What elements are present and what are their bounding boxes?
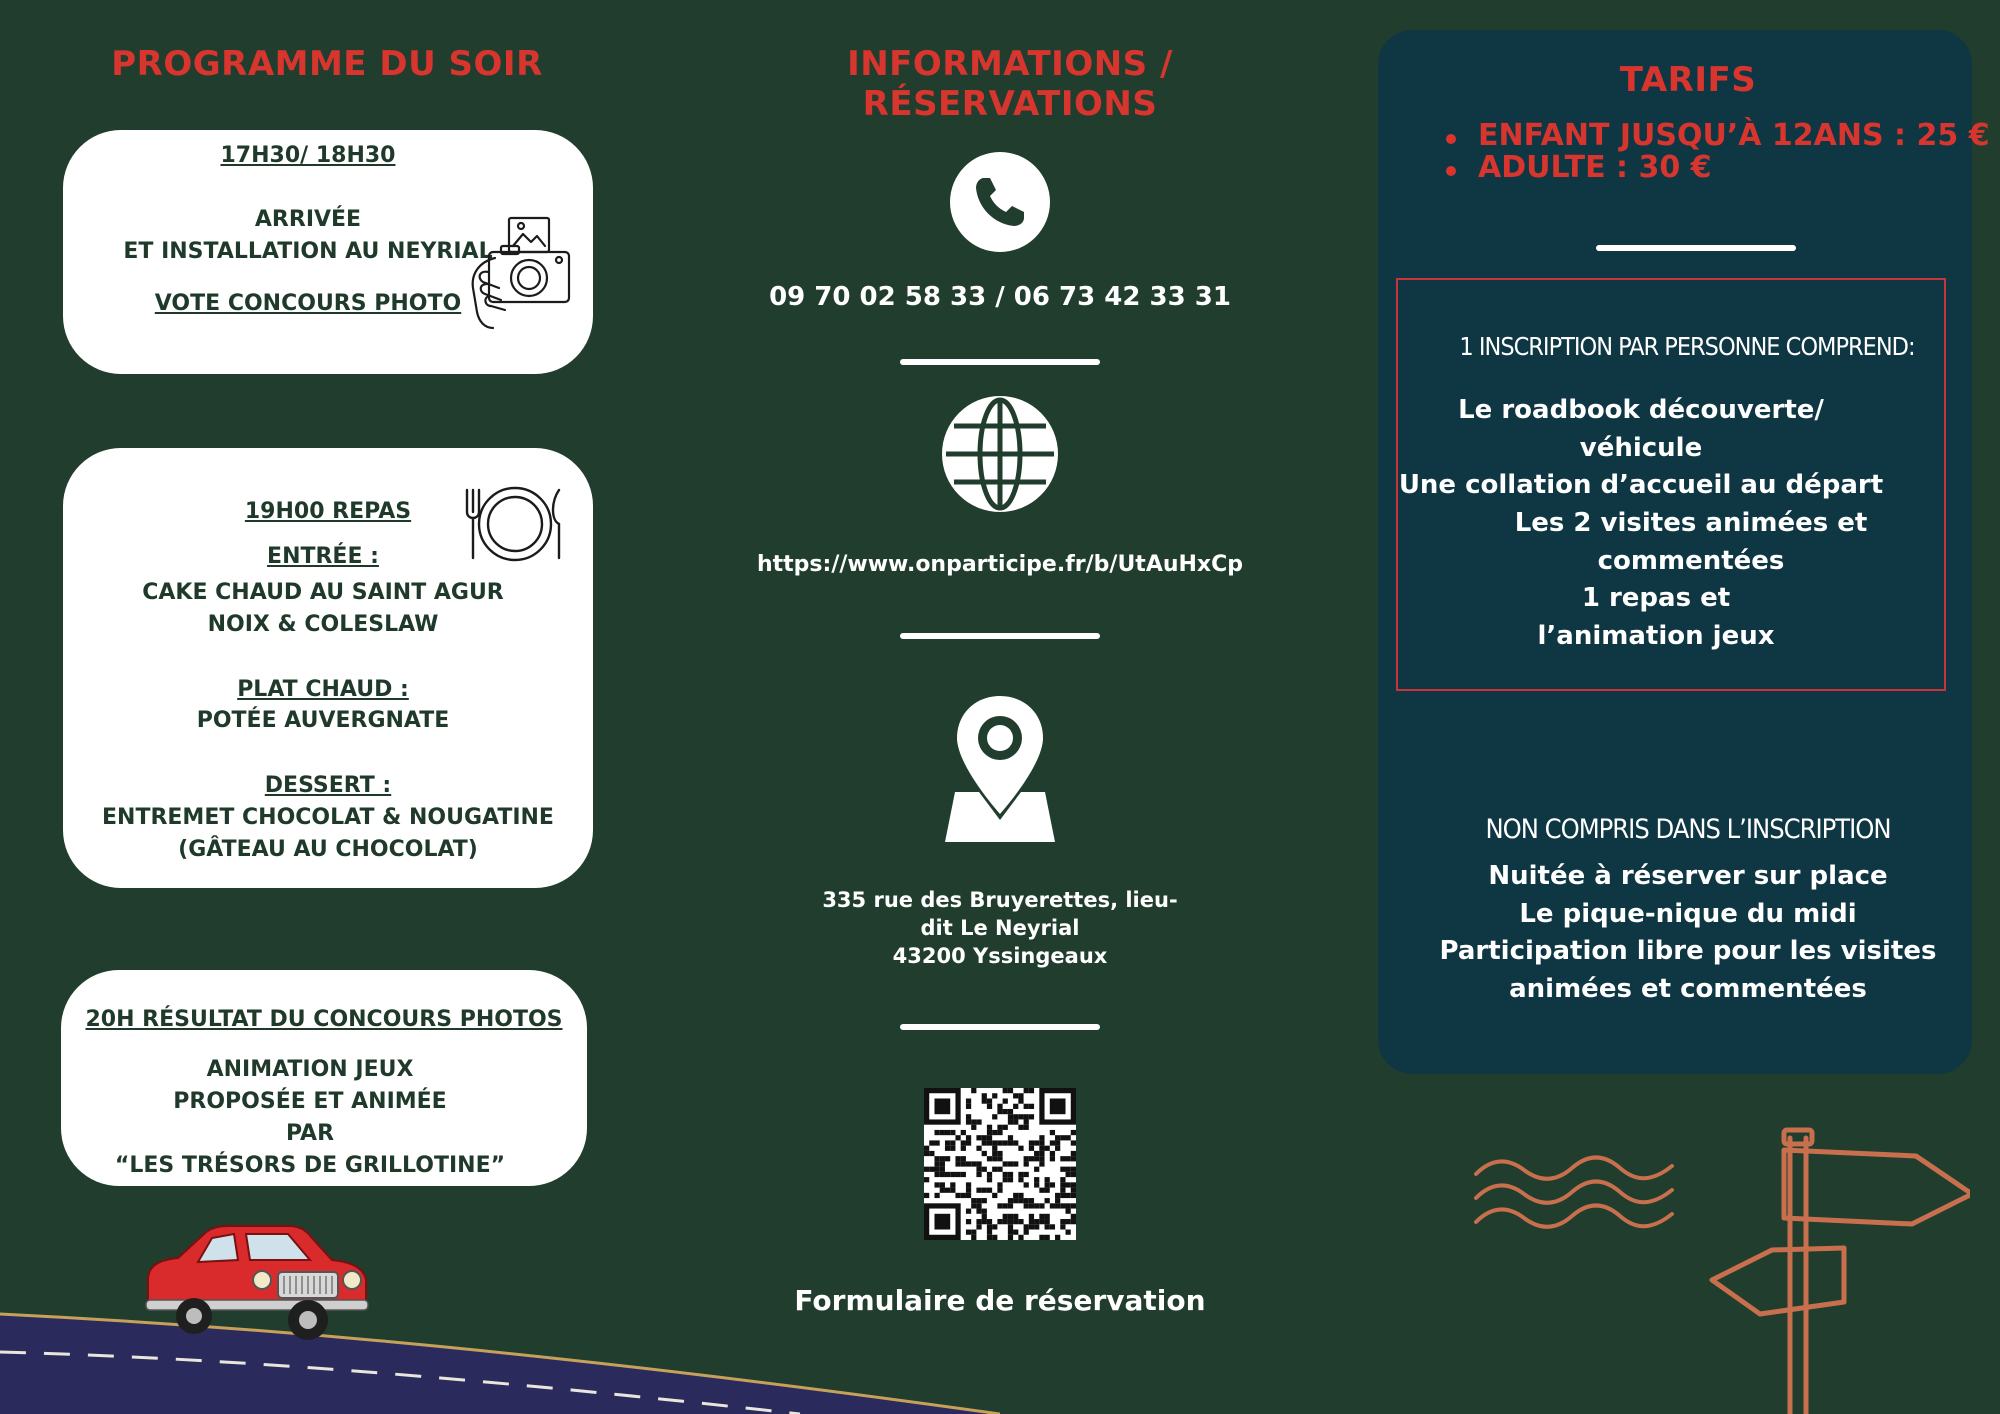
tarifs-title: TARIFS (1619, 60, 1757, 100)
qr-code[interactable] (924, 1088, 1076, 1240)
signpost-icon (1680, 1124, 1970, 1414)
address-line-2: dit Le Neyrial (920, 916, 1080, 940)
excluded-item: Nuitée à réserver sur place (1488, 861, 1888, 891)
phone-icon-circle (950, 152, 1050, 252)
dessert-label: DESSERT : (264, 773, 392, 798)
included-item: Une collation d’accueil au départ (1398, 470, 1884, 501)
tarifs-list (1446, 120, 1990, 183)
programme-card-repas (63, 448, 593, 888)
excluded-list (1378, 858, 1998, 1009)
excluded-item: animées et commentées (1509, 974, 1867, 1005)
tarif-enfant: ENFANT JUSQU’À 12ANS : 25 € (1446, 120, 1990, 152)
excluded-item: Le pique-nique du midi (1519, 898, 1857, 929)
divider-2 (900, 633, 1100, 639)
plat-line-1: POTÉE AUVERGNATE (196, 708, 450, 733)
excluded-title: NON COMPRIS DANS L’INSCRIPTION (1485, 814, 1891, 845)
included-item: Le roadbook découverte/ véhicule (1458, 395, 1824, 463)
divider-1 (900, 359, 1100, 365)
location-pin-icon (935, 696, 1065, 842)
globe-icon (942, 396, 1058, 512)
dessert-line-2: (GÂTEAU AU CHOCOLAT) (178, 837, 478, 862)
entree-line-1: CAKE CHAUD AU SAINT AGUR (142, 580, 504, 605)
programme-title: PROGRAMME DU SOIR (111, 44, 543, 84)
camera-hand-icon (465, 212, 575, 332)
tarif-adulte: ADULTE : 30 € (1446, 152, 1990, 184)
animation-line-3: PAR (285, 1121, 335, 1146)
waves-icon (1472, 1152, 1682, 1232)
included-title: 1 INSCRIPTION PAR PERSONNE COMPREND: (1459, 332, 1915, 361)
address-line-1: 335 rue des Bruyerettes, lieu- (822, 888, 1178, 912)
address-line-3: 43200 Yssingeaux (892, 944, 1108, 968)
dessert-line-1: ENTREMET CHOCOLAT & NOUGATINE (102, 805, 554, 830)
included-item: l’animation jeux (1537, 621, 1775, 652)
phone-icon (950, 152, 1050, 252)
reservation-url[interactable]: https://www.onparticipe.fr/b/UtAuHxCp (756, 552, 1244, 577)
arrival-line-1: ARRIVÉE (254, 207, 362, 232)
red-car-icon (138, 1224, 378, 1344)
arrival-time: 17H30/ 18H30 (220, 143, 396, 168)
divider-3 (900, 1024, 1100, 1030)
qr-code-pattern (924, 1088, 1076, 1240)
included-list (1396, 392, 1946, 656)
resultat-time: 20H RÉSULTAT DU CONCOURS PHOTOS (85, 1007, 563, 1032)
programme-card-animation (61, 970, 587, 1186)
phone-numbers: 09 70 02 58 33 / 06 73 42 33 31 (769, 282, 1231, 312)
animation-line-1: ANIMATION JEUX (206, 1057, 414, 1082)
plat-label: PLAT CHAUD : (237, 677, 409, 702)
entree-label: ENTRÉE : (267, 544, 379, 569)
included-item: 1 repas et (1581, 583, 1731, 614)
excluded-item: Participation libre pour les visites (1439, 936, 1937, 967)
included-item: Les 2 visites animées et commentées (1514, 508, 1868, 576)
reservation-form-label[interactable]: Formulaire de réservation (794, 1284, 1206, 1317)
animation-line-2: PROPOSÉE ET ANIMÉE (173, 1089, 447, 1114)
vote-concours-photo: VOTE CONCOURS PHOTO (154, 291, 462, 316)
tarifs-divider (1596, 245, 1796, 251)
info-title: INFORMATIONS / RÉSERVATIONS (847, 44, 1173, 124)
arrival-line-2: ET INSTALLATION AU NEYRIAL (123, 239, 493, 264)
animation-line-4: “LES TRÉSORS DE GRILLOTINE” (114, 1153, 506, 1178)
programme-card-arrival (63, 130, 593, 374)
plate-cutlery-icon (459, 484, 571, 564)
repas-time: 19H00 REPAS (244, 499, 412, 524)
entree-line-2: NOIX & COLESLAW (207, 612, 439, 637)
